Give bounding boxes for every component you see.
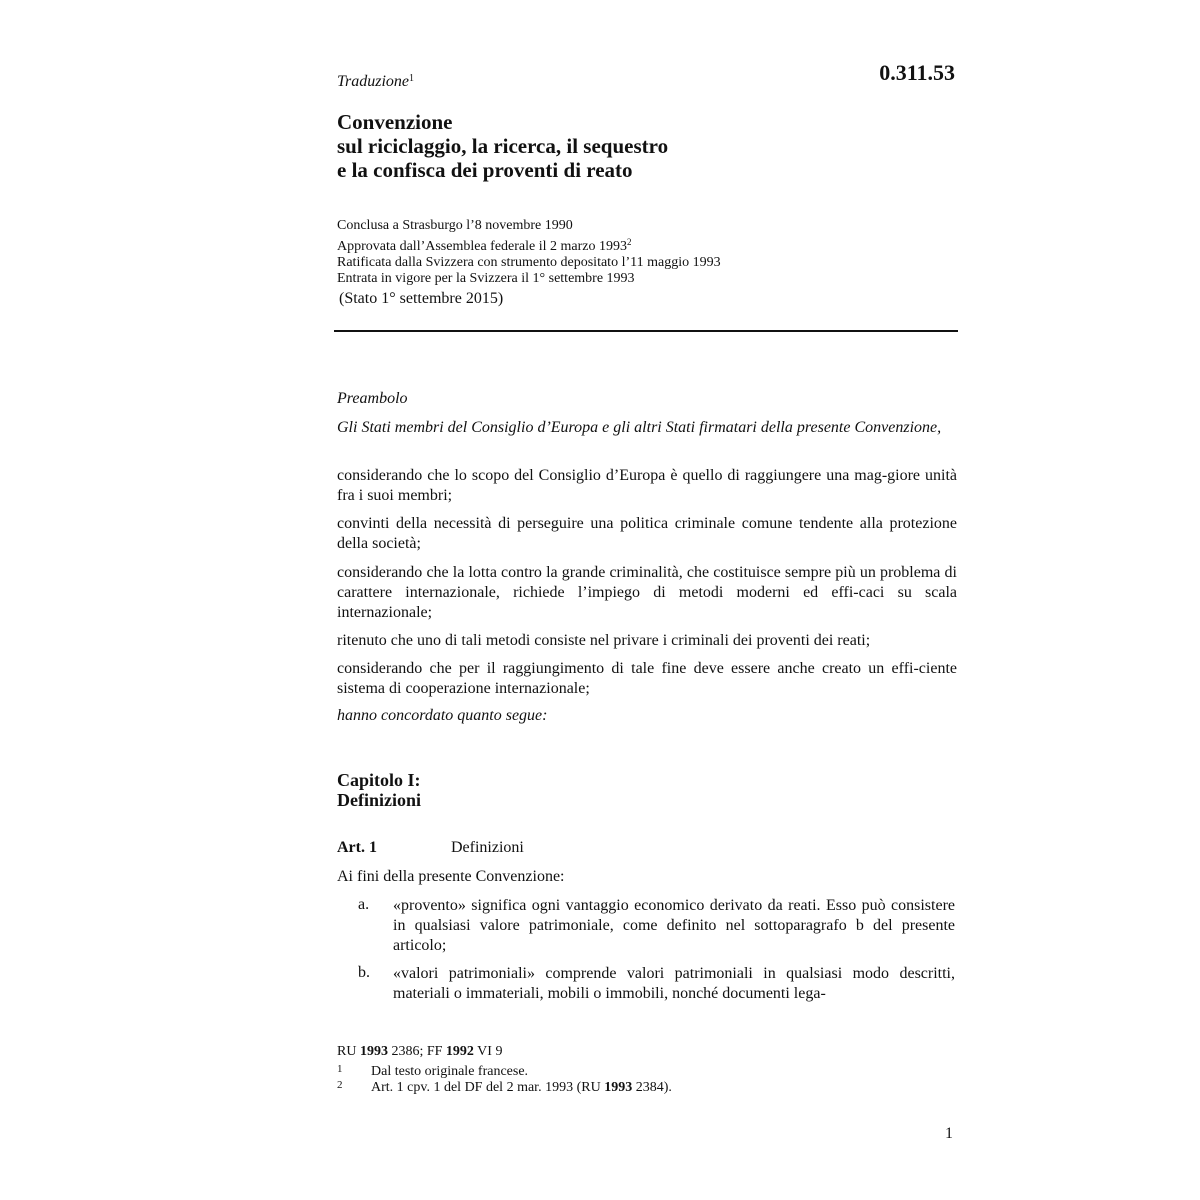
official-reference [337,1044,502,1060]
header-divider [334,330,958,332]
preamble-intro: Gli Stati membri del Consiglio d’Europa e gli altri Stati firmatari della presente Convenzione, [337,419,942,436]
footnote-text [371,1080,672,1096]
list-item-text: «valori patrimoniali» comprende valori patrimoniali in qualsiasi modo descritti, materiali o immateriali, mobili o immobili, nonché documenti lega- [393,965,955,1002]
chapter-heading [337,770,421,810]
footnote-text: Dal testo originale francese. [371,1064,529,1079]
footnote-number: 2 [337,1079,343,1091]
meta-approved: Approvata dall’Assemblea federale il 2 marzo 1993 [337,239,628,254]
footnote-ref-2[interactable]: 2 [627,237,632,247]
translation-label [337,73,414,91]
meta-in-force: Entrata in vigore per la Svizzera il 1° settembre 1993 [337,271,635,286]
preamble-paragraph: convinti della necessità di perseguire una politica criminale comune tendente alla protezione della società; [337,515,957,552]
footnote-2-year: 1993 [604,1080,633,1095]
title-line-3: e la confisca dei proventi di reato [337,158,633,182]
preamble-closing: hanno concordato quanto segue: [337,707,548,724]
ref-ru-prefix: RU [337,1044,360,1059]
preamble-paragraph: considerando che la lotta contro la grande criminalità, che costituisce sempre più un problema di carattere internazionale, richiede l’impiego di metodi moderni ed effi-caci su scala internazionale; [337,564,957,621]
preamble-paragraph: considerando che per il raggiungimento di tale fine deve essere anche creato un effi-ciente sistema di cooperazione internazionale; [337,660,957,697]
document-metadata [337,218,957,287]
footnote-number: 1 [337,1063,343,1075]
preamble-paragraph: considerando che lo scopo del Consiglio d’Europa è quello di raggiungere una mag-giore unità fra i suoi membri; [337,467,957,504]
status-date: (Stato 1° settembre 2015) [339,290,504,307]
article-intro: Ai fini della presente Convenzione: [337,868,565,885]
document-title [337,110,957,182]
ref-ff-rest: VI 9 [473,1044,503,1059]
article-title: Definizioni [451,839,524,856]
article-label: Art. 1 [337,839,377,856]
preamble-paragraph: ritenuto che uno di tali metodi consiste nel privare i criminali dei proventi dei reati; [337,632,871,649]
page-number: 1 [945,1125,953,1142]
title-line-2: sul riciclaggio, la ricerca, il sequestro [337,134,669,158]
ref-ru-year: 1993 [359,1044,388,1059]
footnote-2-prefix: Art. 1 cpv. 1 del DF del 2 mar. 1993 (RU [371,1080,605,1095]
chapter-title: Definizioni [337,790,421,810]
preamble-heading: Preambolo [337,390,408,407]
meta-approved-line [337,234,957,255]
list-item-letter: b. [358,964,370,981]
sr-number: 0.311.53 [879,60,955,85]
meta-ratified: Ratificata dalla Svizzera con strumento depositato l’11 maggio 1993 [337,255,721,270]
list-item-text: «provento» significa ogni vantaggio economico derivato da reati. Esso può consistere in qualsiasi valore patrimoniale, come definito nel sottoparagrafo b del presente articolo; [393,897,955,954]
footnote-2-suffix: 2384). [632,1080,672,1095]
meta-concluded: Conclusa a Strasburgo l’8 novembre 1990 [337,218,573,233]
title-line-1: Convenzione [337,110,453,134]
chapter-number: Capitolo I: [337,770,421,790]
translation-text: Traduzione [337,73,410,90]
ref-ff-year: 1992 [445,1044,474,1059]
ref-ru-page: 2386; FF [387,1044,446,1059]
footnote-ref-1[interactable]: 1 [409,73,415,84]
list-item-letter: a. [358,896,370,913]
